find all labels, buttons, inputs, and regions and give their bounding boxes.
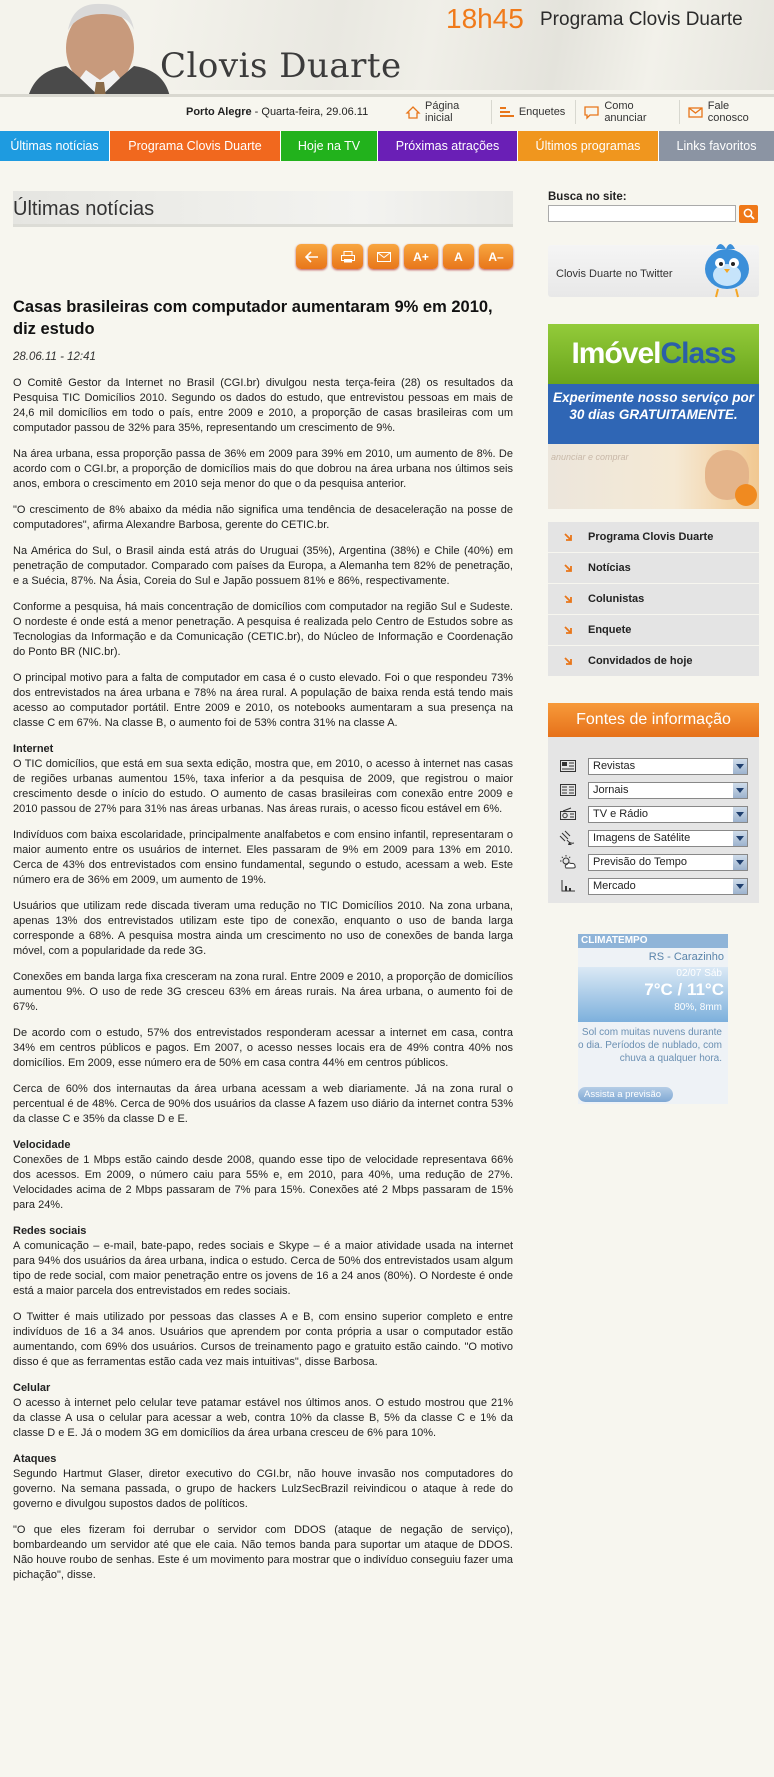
menu-item-programa[interactable] bbox=[548, 522, 759, 552]
ad-brand-b: Class bbox=[660, 337, 736, 370]
tv-radio-select[interactable] bbox=[588, 806, 748, 823]
tab-programa-clovis-duarte[interactable]: Programa Clovis Duarte bbox=[110, 131, 281, 161]
tab-links-favoritos[interactable]: Links favoritos bbox=[659, 131, 774, 161]
source-row bbox=[548, 874, 759, 898]
subheading-redes-sociais: Redes sociais bbox=[13, 1225, 87, 1237]
article-paragraph: O acesso à internet pelo celular teve patamar estável nos últimos anos. O estudo mostrou que 21% da classe A usa o celular para acessar a web, contra 10% da classe B, 5% da classe C e 1% da classe D e E. Já o modem 3G em domicílios da área urbana cresceu de 6% para 10%. bbox=[13, 1397, 513, 1439]
ad-tagline: anunciar e comprar bbox=[551, 452, 629, 462]
article-paragraph: O TIC domicílios, que está em sua sexta edição, mostra que, em 2010, o acesso à internet nas casas de regiões urbanas aumentou 15%, taxa inferior a da pesquisa de 2009, que registrou o maior crescimento desde o início do estudo. O aumento de casas brasileiras com conexão entre 2009 e 2010 passou de 27% para 31% nas áreas urbanas. Nas áreas rurais, o acesso ficou estável em 6%. bbox=[13, 758, 513, 815]
menu-item-colunistas[interactable] bbox=[548, 584, 759, 614]
info-sources-list bbox=[548, 737, 759, 898]
newspaper-icon bbox=[560, 784, 576, 796]
satellite-images-select[interactable] bbox=[588, 830, 748, 847]
polls-link[interactable] bbox=[491, 100, 575, 124]
ad-orange-image bbox=[735, 484, 757, 506]
home-link[interactable] bbox=[398, 100, 491, 124]
font-decrease-button[interactable]: A– bbox=[479, 244, 513, 269]
article-paragraph: O Comitê Gestor da Internet no Brasil (CGI.br) divulgou nesta terça-feira (28) os resultados da Pesquisa TIC Domicílios 2010. Segundo os dados do estudo, que entrevistou pessoas em mais de 24,6 mil domicílios em todo o país, entre 2009 e 2010, a proporção de casas brasileiras com um computador passou de 32% para 35%, representando um crescimento de 9%. bbox=[13, 377, 513, 434]
article-paragraph: A comunicação – e-mail, bate-papo, redes sociais e Skype – é a maior atividade usada na internet para 94% dos usuários da área urbana, indica o estudo. Cerca de 50% dos entrevistados usam algum tipo de rede social, com maior penetração entre os jovens de 16 a 24 anos (80%). O Nordeste é onde está a maior parcela dos entrevistados em redes sociais. bbox=[13, 1240, 513, 1297]
site-header bbox=[0, 0, 774, 124]
location-date bbox=[186, 106, 368, 118]
advertise-link-label: Como anunciar bbox=[604, 100, 647, 124]
article-date: 28.06.11 - 12:41 bbox=[13, 351, 96, 363]
contact-link[interactable] bbox=[679, 100, 774, 124]
article-paragraph: Usuários que utilizam rede discada tiveram uma redução no TIC Domicílios 2010. Na zona urbana, apenas 13% dos entrevistados utilizam este tipo de conexão, enquanto o uso de banda larga corresponde a 68%. A pesquisa mostra ainda um crescimento no uso de conexões de banda larga móvel, com a popularidade da rede 3G. bbox=[13, 900, 513, 957]
program-time: 18h45 bbox=[446, 3, 524, 34]
house-icon bbox=[406, 106, 420, 119]
twitter-bird-icon bbox=[698, 237, 756, 299]
ad-slogan: Experimente nosso serviço por 30 dias GRATUITAMENTE. bbox=[548, 384, 759, 444]
sun-cloud-icon bbox=[559, 855, 577, 869]
radio-icon bbox=[560, 808, 576, 820]
header-divider bbox=[0, 94, 774, 97]
date-label: - Quarta-feira, 29.06.11 bbox=[251, 106, 369, 118]
article-paragraph: Indivíduos com baixa escolaridade, principalmente analfabetos e com ensino infantil, representaram o maior aumento entre os usuários de internet. Eles passaram de 9% em 2009 para 13% em 2010. Cerca de 43% dos entrevistados com ensino fundamental, segundo o estudo, acessam a web. Este número era de 36% em 2009, um aumento de 19%. bbox=[13, 829, 513, 886]
tab-ultimas-noticias[interactable]: Últimas notícias bbox=[0, 131, 110, 161]
source-row bbox=[548, 754, 759, 778]
watch-forecast-button[interactable]: Assista a previsão bbox=[578, 1087, 673, 1102]
arrow-icon bbox=[564, 657, 572, 665]
font-reset-button[interactable]: A bbox=[443, 244, 474, 269]
article-paragraph: Conexões de 1 Mbps estão caindo desde 2008, quando esse tipo de velocidade representava 66% dos acessos. Em 2009, o número caiu para 55% e, em 2010, para 40%, uma redução de 27%. Velocidades acima de 2 Mbps passaram de 7% para 15%. Conexões até 2 Mbps passaram de 15% para 24%. bbox=[13, 1154, 513, 1211]
select-value: Imagens de Satélite bbox=[593, 831, 691, 844]
weather-humidity: 80%, 8mm bbox=[674, 1002, 722, 1013]
search-button[interactable] bbox=[739, 205, 758, 223]
advertise-link[interactable] bbox=[575, 100, 678, 124]
contact-link-label: Fale conosco bbox=[707, 100, 749, 124]
arrow-icon bbox=[564, 626, 572, 634]
select-value: Previsão do Tempo bbox=[593, 855, 687, 868]
article-paragraph: Na área urbana, essa proporção passa de 36% em 2009 para 39% em 2010, um aumento de 8%. De acordo com o CGI.br, a proporção de domicílios mais do que dobrou na área urbana nos últimos seis anos, embora o crescimento em 2010 seja menor do que o da pesquisa anterior. bbox=[13, 448, 513, 490]
arrow-icon bbox=[564, 533, 572, 541]
article-toolbar bbox=[296, 244, 513, 269]
subheading-ataques: Ataques bbox=[13, 1453, 57, 1465]
select-value: Mercado bbox=[593, 879, 636, 892]
source-row bbox=[548, 826, 759, 850]
twitter-label: Clovis Duarte no Twitter bbox=[556, 268, 673, 280]
article-paragraph: Conforme a pesquisa, há mais concentração de domicílios com computador na região Sul e Sudeste. O nordeste é onde está a menor penetração. A pesquisa é realizada pelo Centro de Estudos sobre as Tecnologias da Informação e da Comunicação (CETIC.br), do Núcleo de Informação e Coordenação do Ponto BR (NIC.br). bbox=[13, 601, 513, 658]
font-increase-button[interactable]: A+ bbox=[404, 244, 438, 269]
magazine-icon bbox=[560, 760, 576, 772]
speech-bubble-icon bbox=[584, 106, 599, 119]
weather-temperature: 7°C / 11°C bbox=[644, 980, 724, 999]
select-value: TV e Rádio bbox=[593, 807, 649, 820]
home-link-label: Página inicial bbox=[425, 100, 460, 124]
menu-item-label: Enquete bbox=[588, 624, 632, 636]
article-paragraph: De acordo com o estudo, 57% dos entrevistados responderam acessar a internet em casa, contra 34% em centros públicos e pagos. Em 2007, o acesso nesses locais era de 49% contra 40% nos domicílios. Em 2009, esse número era de 50% em casa contra 44% em centros públicos. bbox=[13, 1027, 513, 1069]
select-value: Jornais bbox=[593, 783, 629, 796]
article-paragraph: O principal motivo para a falta de computador em casa é o custo elevado. Foi o que respondeu 73% dos entrevistados na área urbana e 78% na área rural. A população de baixa renda está tendo mais acesso ao computador portátil. Entre 2009 e 2010, os notebooks aumentaram a sua presença na classe C em 67%. Na classe B, o aumento foi de 53% contra 31% na classe A. bbox=[13, 672, 513, 729]
article-paragraph: "O que eles fizeram foi derrubar o servidor com DDOS (ataque de negação de serviço), bombardeando um servidor até que ele caia. Não temos banda para suportar um ataque de DDOS. Não houve roubo de senhas. Este é um movimento para mostrar que o indivíduo conseguiu fazer uma pichação", disse. bbox=[13, 1524, 513, 1581]
email-button[interactable] bbox=[368, 244, 399, 269]
source-row bbox=[548, 850, 759, 874]
weather-widget bbox=[578, 934, 728, 1104]
info-sources-panel bbox=[548, 703, 759, 903]
header-links bbox=[398, 100, 774, 124]
subheading-velocidade: Velocidade bbox=[13, 1139, 71, 1151]
menu-item-label: Colunistas bbox=[588, 593, 645, 605]
weather-description: Sol com muitas nuvens durante o dia. Períodos de nublado, com chuva a qualquer hora. bbox=[578, 1027, 722, 1064]
search-label: Busca no site: bbox=[548, 191, 627, 203]
article-paragraph: "O crescimento de 8% abaixo da média não significa uma tendência de desaceleração na posse de computadores", afirma Alexandre Barbosa, gerente do CETIC.br. bbox=[13, 504, 513, 531]
newspapers-select[interactable] bbox=[588, 782, 748, 799]
menu-item-label: Convidados de hoje bbox=[588, 655, 693, 667]
subheading-celular: Celular bbox=[13, 1382, 51, 1394]
chevron-down-icon bbox=[733, 855, 747, 870]
satellite-icon bbox=[560, 831, 576, 845]
tab-hoje-na-tv[interactable]: Hoje na TV bbox=[281, 131, 378, 161]
imovelclass-ad[interactable] bbox=[548, 324, 759, 509]
weather-forecast-select[interactable] bbox=[588, 854, 748, 871]
subheading-internet: Internet bbox=[13, 743, 54, 755]
chevron-down-icon bbox=[733, 759, 747, 774]
main-content bbox=[13, 191, 513, 1581]
menu-item-label: Programa Clovis Duarte bbox=[588, 531, 714, 543]
magazines-select[interactable] bbox=[588, 758, 748, 775]
back-arrow-icon bbox=[305, 251, 319, 263]
twitter-banner[interactable] bbox=[548, 245, 759, 297]
menu-item-noticias[interactable] bbox=[548, 553, 759, 583]
source-row bbox=[548, 802, 759, 826]
article-body bbox=[13, 376, 513, 1594]
main-nav bbox=[0, 131, 774, 161]
printer-icon bbox=[341, 251, 355, 263]
menu-item-enquete[interactable] bbox=[548, 615, 759, 645]
polls-link-label: Enquetes bbox=[518, 106, 566, 118]
tab-ultimos-programas[interactable]: Últimos programas bbox=[518, 131, 659, 161]
bars-icon bbox=[500, 106, 514, 118]
weather-brand: CLIMATEMPO bbox=[578, 934, 728, 948]
weather-date: 02/07 Sáb bbox=[676, 968, 722, 979]
menu-item-convidados[interactable] bbox=[548, 646, 759, 676]
select-value: Revistas bbox=[593, 759, 636, 772]
back-button[interactable] bbox=[296, 244, 327, 269]
weather-temperature-panel bbox=[578, 967, 728, 1022]
arrow-icon bbox=[564, 595, 572, 603]
article-title: Casas brasileiras com computador aumentaram 9% em 2010, diz estudo bbox=[13, 298, 493, 338]
article-paragraph: Na América do Sul, o Brasil ainda está atrás do Uruguai (35%), Argentina (38%) e Chile (40%) em penetração de computador. Comparado com países da Europa, a Alemanha tem 82% de penetração, e a Suécia, 87%. Na Ásia, Coreia do Sul e Japão possuem 81% e 86%, respectivamente. bbox=[13, 545, 513, 587]
site-name: Clovis Duarte bbox=[160, 46, 402, 86]
print-button[interactable] bbox=[332, 244, 363, 269]
ad-brand-a: Imóvel bbox=[571, 337, 661, 370]
article-paragraph: Segundo Hartmut Glaser, diretor executivo do CGI.br, não houve invasão nos computadores do governo. Na semana passada, o grupo de hackers LulzSecBrazil reivindicou o ataque à rede do governo e divulgou supostos dados de políticos. bbox=[13, 1468, 513, 1510]
ad-photo bbox=[548, 444, 759, 509]
market-select[interactable] bbox=[588, 878, 748, 895]
search-icon bbox=[743, 208, 755, 220]
chevron-down-icon bbox=[733, 879, 747, 894]
section-title: Últimas notícias bbox=[13, 191, 513, 227]
chevron-down-icon bbox=[733, 807, 747, 822]
ad-brand bbox=[548, 324, 759, 384]
article-paragraph: O Twitter é mais utilizado por pessoas das classes A e B, com ensino superior completo e entre indivíduos de 16 a 34 anos. Usuários que aprendem por conta própria a usar o computador estão aumentando, com 69% dos usuários. Cursos de treinamento pago e gratuito estão caindo. "O motivo disso é que as ferramentas estão cada vez mais intuitivas", disse Barbosa. bbox=[13, 1311, 513, 1368]
search-box bbox=[548, 205, 759, 223]
chart-icon bbox=[561, 880, 575, 892]
weather-location: RS - Carazinho bbox=[648, 951, 724, 963]
arrow-icon bbox=[564, 564, 572, 572]
city-label: Porto Alegre bbox=[186, 106, 252, 118]
program-name: Programa Clovis Duarte bbox=[540, 9, 743, 30]
menu-item-label: Notícias bbox=[588, 562, 631, 574]
article-paragraph: Cerca de 60% dos internautas da área urbana acessam a web diariamente. Já na zona rural o percentual é de 48%. Cerca de 90% dos usuários da classe A fazem uso diário da internet contra 53% da classe C e 35% da classe D e E. bbox=[13, 1083, 513, 1125]
search-input[interactable] bbox=[548, 205, 736, 222]
chevron-down-icon bbox=[733, 831, 747, 846]
source-row bbox=[548, 778, 759, 802]
chevron-down-icon bbox=[733, 783, 747, 798]
tab-proximas-atracoes[interactable]: Próximas atrações bbox=[378, 131, 518, 161]
envelope-icon bbox=[688, 107, 703, 118]
host-portrait-image bbox=[18, 0, 170, 97]
envelope-icon bbox=[377, 252, 391, 262]
info-sources-title: Fontes de informação bbox=[548, 703, 759, 737]
article-paragraph: Conexões em banda larga fixa cresceram na zona rural. Entre 2009 e 2010, a proporção de domicílios aumentou 9%. O uso de rede 3G cresceu 63% em áreas rurais. Na área urbana, o aumento foi de 67%. bbox=[13, 971, 513, 1013]
sidebar bbox=[548, 191, 759, 1100]
sidebar-menu bbox=[548, 522, 759, 677]
